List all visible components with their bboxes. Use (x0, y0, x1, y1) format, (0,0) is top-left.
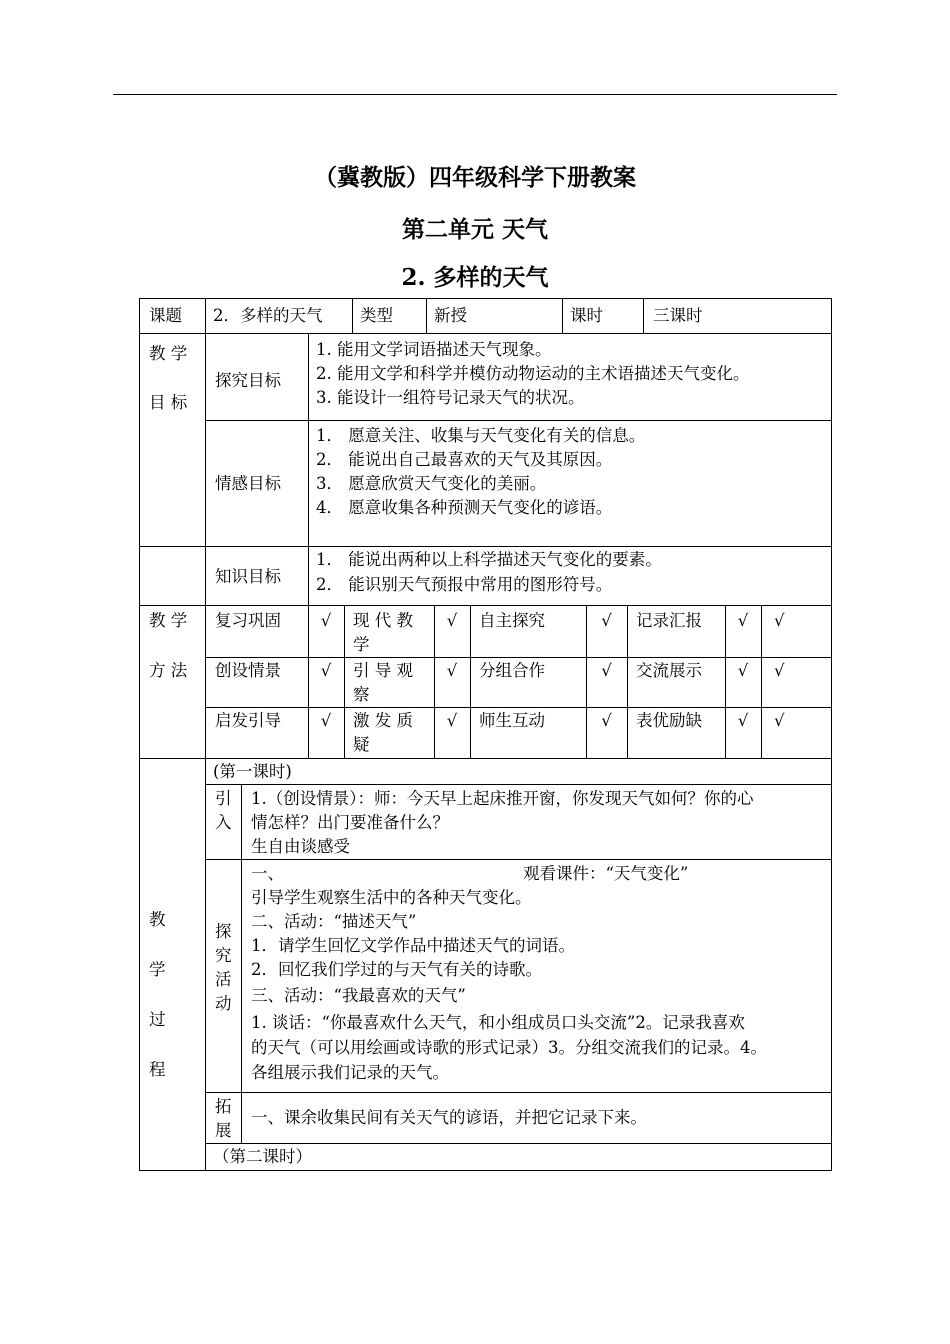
check-mark: √ (601, 711, 612, 730)
knowledge-goal-item: 1． 能说出两种以上科学描述天气变化的要素。 (316, 550, 662, 569)
check-mark: √ (774, 711, 785, 730)
emotion-goal-item: 4． 愿意收集各种预测天气变化的谚语。 (316, 498, 613, 517)
method-name: 交流展示 (636, 661, 702, 680)
emotion-goal-label: 情感目标 (215, 474, 281, 493)
col-line (470, 605, 471, 758)
method-name: 复习巩固 (215, 611, 281, 630)
col-line (562, 298, 563, 333)
check-mark: √ (601, 611, 612, 630)
type-value: 新授 (434, 306, 467, 325)
check-mark: √ (774, 611, 785, 630)
extend-label-char: 展 (215, 1121, 232, 1140)
row-line (205, 1143, 832, 1144)
check-mark: √ (737, 661, 749, 680)
explore-goal-label: 探究目标 (215, 371, 281, 390)
col-line (627, 605, 628, 758)
row-line (205, 707, 832, 708)
table-border (139, 1170, 832, 1171)
row-line (205, 784, 832, 785)
explore-line: 1．请学生回忆文学作品中描述天气的词语。 (251, 936, 575, 955)
col-line (426, 298, 427, 333)
explore-line: 各组展示我们记录的天气。 (251, 1063, 449, 1082)
method-name: 自主探究 (479, 611, 545, 630)
method-name: 师生互动 (479, 711, 545, 730)
unit-title: 第二单元 天气 (401, 216, 548, 243)
row-line (205, 657, 832, 658)
table-border (139, 298, 832, 299)
method-name: 表优励缺 (636, 711, 702, 730)
process-label-char: 过 (149, 1010, 166, 1029)
method-name: 分组合作 (479, 661, 545, 680)
process-label-char: 程 (149, 1060, 166, 1079)
explore-label-char: 探 (215, 922, 232, 941)
row-line (139, 758, 832, 759)
method-name: 创设情景 (215, 661, 281, 680)
process-label-char: 学 (149, 960, 166, 979)
method-name: 激 发 质 (353, 711, 413, 730)
method-name: 学 (353, 635, 370, 654)
explore-line: 三、活动：“我最喜欢的天气” (251, 986, 466, 1005)
lesson-one-heading: (第一课时) (213, 762, 292, 781)
type-label: 类型 (360, 306, 393, 325)
explore-line: 二、活动：“描述天气” (251, 912, 417, 931)
explore-label-char: 究 (215, 946, 232, 965)
method-name: 记录汇报 (636, 611, 702, 630)
methods-label: 方 法 (149, 661, 188, 680)
explore-line: 观看课件：“天气变化” (523, 864, 689, 883)
row-line (139, 605, 832, 606)
col-line (308, 333, 309, 605)
check-mark: √ (774, 661, 785, 680)
method-name: 疑 (353, 735, 370, 754)
intro-label-char: 入 (215, 813, 232, 832)
intro-line: 1.（创设情景）：师：今天早上起床推开窗，你发现天气如何？你的心 (251, 789, 754, 808)
explore-goal-item: 3. 能设计一组符号记录天气的状况。 (316, 388, 585, 407)
row-line (205, 859, 832, 860)
col-line (241, 784, 242, 1143)
intro-line: 生自由谈感受 (251, 837, 350, 856)
header-rule (113, 94, 837, 95)
extend-label-char: 拓 (215, 1097, 232, 1116)
row-line (139, 333, 832, 334)
lesson-two-heading: （第二课时） (213, 1147, 312, 1166)
check-mark: √ (320, 661, 332, 680)
explore-line: 一、 (251, 864, 284, 883)
explore-goal-item: 2. 能用文学和科学并模仿动物运动的主术语描述天气变化。 (316, 364, 750, 383)
hours-label: 课时 (570, 306, 603, 325)
emotion-goal-item: 3． 愿意欣赏天气变化的美丽。 (316, 474, 547, 493)
check-mark: √ (446, 661, 458, 680)
explore-line: 2．回忆我们学过的与天气有关的诗歌。 (251, 960, 542, 979)
lesson-title: 2. 多样的天气 (401, 264, 549, 291)
check-mark: √ (601, 661, 612, 680)
col-line (344, 605, 345, 758)
row-line (205, 1092, 832, 1093)
methods-label: 教 学 (149, 611, 188, 630)
explore-label-char: 活 (215, 970, 232, 989)
knowledge-goal-item: 2． 能识别天气预报中常用的图形符号。 (316, 575, 613, 594)
check-mark: √ (446, 711, 458, 730)
explore-goal-item: 1. 能用文学词语描述天气现象。 (316, 340, 552, 359)
col-line (643, 298, 644, 333)
topic-value: 2．多样的天气 (213, 306, 323, 325)
check-mark: √ (320, 711, 332, 730)
check-mark: √ (737, 611, 749, 630)
hours-value: 三课时 (653, 306, 703, 325)
col-line (352, 298, 353, 333)
method-name: 启发引导 (215, 711, 281, 730)
col-line (761, 605, 762, 758)
explore-label-char: 动 (215, 994, 232, 1013)
doc-title: （冀教版）四年级科学下册教案 (314, 164, 636, 191)
method-name: 现 代 教 (353, 611, 413, 630)
table-border (831, 298, 832, 1170)
topic-label: 课题 (149, 306, 182, 325)
explore-line: 1. 谈话：“你最喜欢什么天气，和小组成员口头交流”2。记录我喜欢 (251, 1013, 745, 1032)
intro-label-char: 引 (215, 789, 232, 808)
explore-line: 的天气（可以用绘画或诗歌的形式记录）3。分组交流我们的记录。4。 (251, 1038, 767, 1057)
emotion-goal-item: 2． 能说出自己最喜欢的天气及其原因。 (316, 450, 613, 469)
table-border (139, 298, 140, 1170)
row-line (139, 546, 832, 547)
col-line (205, 298, 206, 1170)
process-label-char: 教 (149, 910, 166, 929)
intro-line: 情怎样？出门要准备什么？ (251, 813, 449, 832)
row-line (205, 420, 832, 421)
emotion-goal-item: 1． 愿意关注、收集与天气变化有关的信息。 (316, 426, 646, 445)
goals-label: 教 学 (149, 344, 188, 363)
check-mark: √ (446, 611, 458, 630)
check-mark: √ (737, 711, 749, 730)
explore-line: 引导学生观察生活中的各种天气变化。 (251, 888, 532, 907)
method-name: 察 (353, 685, 370, 704)
knowledge-goal-label: 知识目标 (215, 567, 281, 586)
extend-text: 一、课余收集民间有关天气的谚语，并把它记录下来。 (251, 1108, 647, 1127)
goals-label: 目 标 (149, 393, 188, 412)
check-mark: √ (320, 611, 332, 630)
method-name: 引 导 观 (353, 661, 413, 680)
